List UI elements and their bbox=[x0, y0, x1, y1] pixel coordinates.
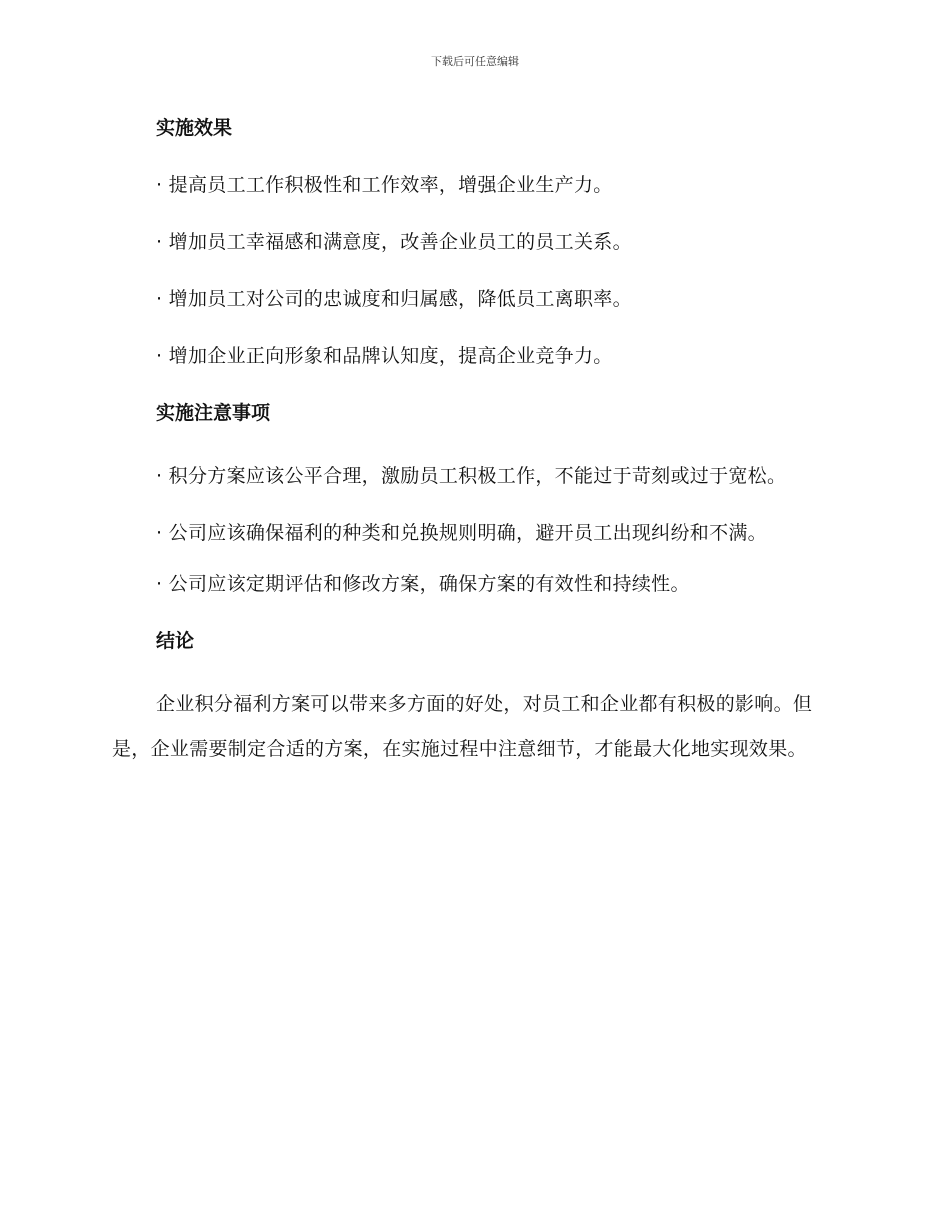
notes-item-2: · 公司应该确保福利的种类和兑换规则明确，避开员工出现纠纷和不满。 bbox=[156, 522, 767, 544]
effects-item-3: · 增加员工对公司的忠诚度和归属感，降低员工离职率。 bbox=[156, 288, 632, 310]
conclusion-paragraph: 企业积分福利方案可以带来多方面的好处，对员工和企业都有积极的影响。但是，企业需要制定合适的方案，在实施过程中注意细节，才能最大化地实现效果。 bbox=[112, 693, 813, 760]
notes-item-1: · 积分方案应该公平合理，激励员工积极工作，不能过于苛刻或过于宽松。 bbox=[156, 465, 787, 487]
effects-item-4: · 增加企业正向形象和品牌认知度，提高企业竞争力。 bbox=[156, 345, 613, 367]
document-body bbox=[112, 112, 832, 784]
section-heading-effects: 实施效果 bbox=[156, 117, 233, 139]
effects-item-2: · 增加员工幸福感和满意度，改善企业员工的员工关系。 bbox=[156, 231, 632, 253]
page-header-note: 下载后可任意编辑 bbox=[431, 55, 519, 68]
section-heading-notes: 实施注意事项 bbox=[156, 402, 271, 424]
section-heading-conclusion: 结论 bbox=[156, 630, 195, 652]
notes-item-3: · 公司应该定期评估和修改方案，确保方案的有效性和持续性。 bbox=[156, 573, 690, 595]
effects-item-1: · 提高员工工作积极性和工作效率，增强企业生产力。 bbox=[156, 174, 613, 196]
